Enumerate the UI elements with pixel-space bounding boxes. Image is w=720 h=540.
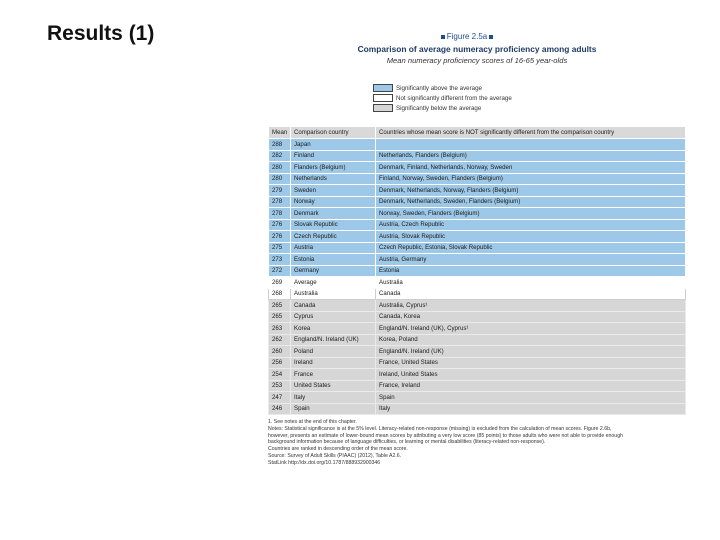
similar-countries-cell: Spain [376,392,686,404]
square-bullet-icon [441,35,445,39]
table-row [269,369,686,381]
notes [268,419,686,467]
similar-countries-cell: Denmark, Finland, Netherlands, Norway, Sweden [376,162,686,174]
comparison-table [268,126,686,415]
country-cell: Spain [291,403,376,415]
legend-swatch [373,104,393,112]
mean-cell: 282 [269,150,291,162]
country-cell: Poland [291,346,376,358]
country-cell: Sweden [291,185,376,197]
table-row [269,380,686,392]
table-row [269,196,686,208]
country-cell: Italy [291,392,376,404]
similar-countries-cell: Canada [376,288,686,300]
table-row [269,357,686,369]
table-row [269,208,686,220]
figure [268,32,686,512]
mean-cell: 269 [269,277,291,289]
legend-swatch [373,94,393,102]
mean-cell: 262 [269,334,291,346]
mean-cell: 268 [269,288,291,300]
similar-countries-cell: Italy [376,403,686,415]
mean-cell: 278 [269,208,291,220]
legend [373,83,686,119]
notes-line: however, presents an estimate of lower-bound mean scores by attributing a very low score (85 points) to those adults who were not able to provide enough [268,432,623,439]
mean-cell: 280 [269,162,291,174]
table-row [269,288,686,300]
notes-line: background information because of language difficulties, or learning or mental disabilities (literacy-related non-response). [268,439,546,446]
mean-cell: 265 [269,311,291,323]
source-note: Source: Survey of Adult Skills (PIAAC) (2012), Table A2.6. [268,452,402,459]
mean-cell: 247 [269,392,291,404]
mean-cell: 272 [269,265,291,277]
mean-cell: 263 [269,323,291,335]
similar-countries-cell: France, Ireland [376,380,686,392]
mean-cell: 256 [269,357,291,369]
mean-cell: 254 [269,369,291,381]
similar-countries-cell: Korea, Poland [376,334,686,346]
similar-countries-cell: Ireland, United States [376,369,686,381]
legend-item [373,103,686,113]
similar-countries-cell: Netherlands, Flanders (Belgium) [376,150,686,162]
table-row [269,173,686,185]
table-row [269,219,686,231]
mean-cell: 288 [269,139,291,151]
country-cell: Czech Republic [291,231,376,243]
country-cell: Netherlands [291,173,376,185]
similar-countries-cell: England/N. Ireland (UK), Cyprus¹ [376,323,686,335]
mean-cell: 278 [269,196,291,208]
footnote: 1. See notes at the end of this chapter. [268,419,357,425]
table-row [269,323,686,335]
figure-label [248,32,686,43]
country-cell: Norway [291,196,376,208]
legend-label: Not significantly different from the average [396,94,512,102]
table-row [269,265,686,277]
mean-cell: 276 [269,231,291,243]
ranking-note: Countries are ranked in descending order of the mean score. [268,446,408,453]
similar-countries-cell: England/N. Ireland (UK) [376,346,686,358]
statlink[interactable]: StatLink http://dx.doi.org/10.1787/888932900346 [268,459,381,466]
table-row [269,162,686,174]
header-comparison-country: Comparison country [291,127,376,139]
notes-line: Notes: Statistical significance is at the 5% level. Literacy-related non-response (missing) is excluded from the calculation of mean scores. Figure 2.6b, [268,425,612,432]
header-similar-countries: Countries whose mean score is NOT significantly different from the comparison country [376,127,686,139]
country-cell: Japan [291,139,376,151]
country-cell: United States [291,380,376,392]
table-row [269,403,686,415]
similar-countries-cell [376,139,686,151]
country-cell: Germany [291,265,376,277]
similar-countries-cell: France, United States [376,357,686,369]
table-row [269,254,686,266]
mean-cell: 273 [269,254,291,266]
mean-cell: 275 [269,242,291,254]
square-bullet-icon [489,35,493,39]
table-row [269,311,686,323]
country-cell: Ireland [291,357,376,369]
legend-label: Significantly below the average [396,104,482,112]
table-row [269,231,686,243]
legend-item [373,93,686,103]
header-mean: Mean [269,127,291,139]
mean-cell: 280 [269,173,291,185]
country-cell: Finland [291,150,376,162]
similar-countries-cell: Denmark, Netherlands, Norway, Flanders (Belgium) [376,185,686,197]
similar-countries-cell: Czech Republic, Estonia, Slovak Republic [376,242,686,254]
similar-countries-cell: Estonia [376,265,686,277]
country-cell: Canada [291,300,376,312]
table-row [269,334,686,346]
country-cell: Cyprus [291,311,376,323]
similar-countries-cell: Austria, Slovak Republic [376,231,686,243]
country-cell: Australia [291,288,376,300]
legend-item [373,83,686,93]
slide-title: Results (1) [47,22,155,45]
similar-countries-cell: Norway, Sweden, Flanders (Belgium) [376,208,686,220]
mean-cell: 260 [269,346,291,358]
similar-countries-cell: Canada, Korea [376,311,686,323]
country-cell: Average [291,277,376,289]
table-row [269,346,686,358]
country-cell: Korea [291,323,376,335]
table-row [269,300,686,312]
table-row [269,139,686,151]
table-header-row [269,127,686,139]
country-cell: Denmark [291,208,376,220]
mean-cell: 265 [269,300,291,312]
mean-cell: 253 [269,380,291,392]
legend-label: Significantly above the average [396,84,482,92]
table-row [269,242,686,254]
similar-countries-cell: Finland, Norway, Sweden, Flanders (Belgium) [376,173,686,185]
similar-countries-cell: Denmark, Netherlands, Sweden, Flanders (Belgium) [376,196,686,208]
similar-countries-cell: Australia [376,277,686,289]
legend-swatch [373,84,393,92]
table-body [269,139,686,415]
mean-cell: 246 [269,403,291,415]
country-cell: Slovak Republic [291,219,376,231]
table-row [269,392,686,404]
similar-countries-cell: Austria, Czech Republic [376,219,686,231]
table-row [269,185,686,197]
country-cell: Estonia [291,254,376,266]
country-cell: France [291,369,376,381]
figure-subtitle: Mean numeracy proficiency scores of 16-65 year-olds [386,56,568,65]
figure-label-text: Figure 2.5a [446,32,488,41]
table-row [269,150,686,162]
figure-title: Comparison of average numeracy proficiency among adults [357,44,597,54]
similar-countries-cell: Austria, Germany [376,254,686,266]
country-cell: Flanders (Belgium) [291,162,376,174]
country-cell: England/N. Ireland (UK) [291,334,376,346]
mean-cell: 276 [269,219,291,231]
country-cell: Austria [291,242,376,254]
table-row [269,277,686,289]
similar-countries-cell: Australia, Cyprus¹ [376,300,686,312]
mean-cell: 279 [269,185,291,197]
